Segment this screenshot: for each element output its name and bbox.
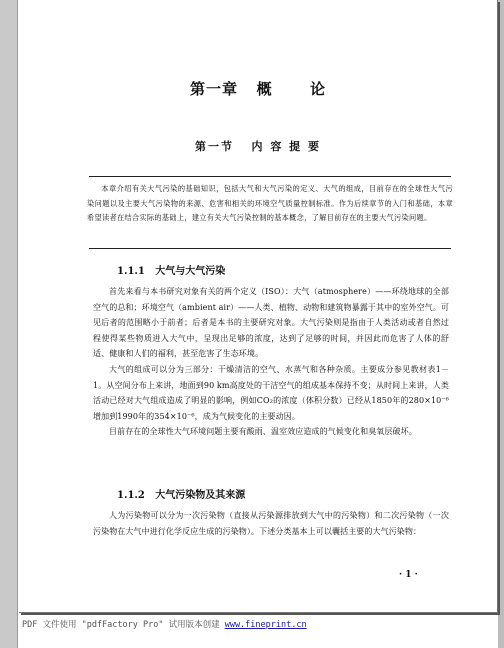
- abstract-box: [87, 182, 453, 226]
- section-1-1-1-body: [93, 284, 449, 440]
- chapter-title: 第一章 概 论: [189, 80, 326, 98]
- paragraph: 人为污染物可以分为一次污染物（直接从污染源排放到大气中的污染物）和二次污染物（一次污染物在大气中进行化学反应生成的污染物）。下述分类基本上可以囊括主要的大气污染物：: [93, 511, 449, 536]
- section-title: 第一节 内 容 提 要: [195, 140, 321, 153]
- abstract-bottom-rule: [89, 248, 451, 249]
- footer-link[interactable]: www.fineprint.cn: [224, 620, 307, 630]
- paragraph: 大气的组成可以分为三部分：干燥清洁的空气、水蒸气和各种杂质。主要成分参见教材表1－1。从空间分布上来讲，地面到90 km高度处的干洁空气的组成基本保持不变；从时间上来讲，人类活动已经对大气组成造成了明显的影响，例如CO₂的浓度（体积分数）已经从1850年的280×10⁻⁶增加到1990年的354×10⁻⁶，成为气候变化的主要动因。: [93, 364, 449, 421]
- heading-1-1-2: 1.1.2 大气污染物及其来源: [117, 490, 246, 501]
- pdf-footer: [22, 618, 307, 630]
- section-1-1-2-body: [93, 508, 449, 539]
- heading-1-1-1: 1.1.1 大气与大气污染: [117, 266, 226, 277]
- paragraph: 首先来看与本书研究对象有关的两个定义（ISO）：大气（atmosphere）——环绕地球的全部空气的总和；环境空气（ambient air）——人类、植物、动物和建筑物暴露于其中的室外空气。可见后者的范围略小于前者；后者是本书的主要研究对象。大气污染则是指由于人类活动或者自然过程使得某些物质进入大气中，呈现出足够的浓度，达到了足够的时间，并因此而危害了人体的舒适、健康和人们的福利，甚至危害了生态环境。: [93, 287, 449, 359]
- paragraph: 目前存在的全球性大气环境问题主要有酸雨、温室效应造成的气候变化和臭氧层破坏。: [109, 427, 417, 437]
- viewer-right-gutter: [498, 0, 504, 648]
- document-page: [19, 0, 498, 613]
- abstract-top-rule: [89, 176, 451, 177]
- footer-text: PDF 文件使用 "pdfFactory Pro" 试用版本创建: [22, 620, 225, 630]
- abstract-text: 本章介绍有关大气污染的基础知识，包括大气和大气污染的定义、大气的组成，目前存在的全球性大气污染问题以及主要大气污染物的来源、危害和相关的环境空气质量控制标准。作为后续章节的入门和基础，本章希望读者在结合实际的基础上，建立有关大气污染控制的基本概念，了解目前存在的主要大气污染问题。: [87, 184, 453, 222]
- viewer-left-gutter: [0, 0, 18, 648]
- page-number: · 1 ·: [399, 570, 418, 580]
